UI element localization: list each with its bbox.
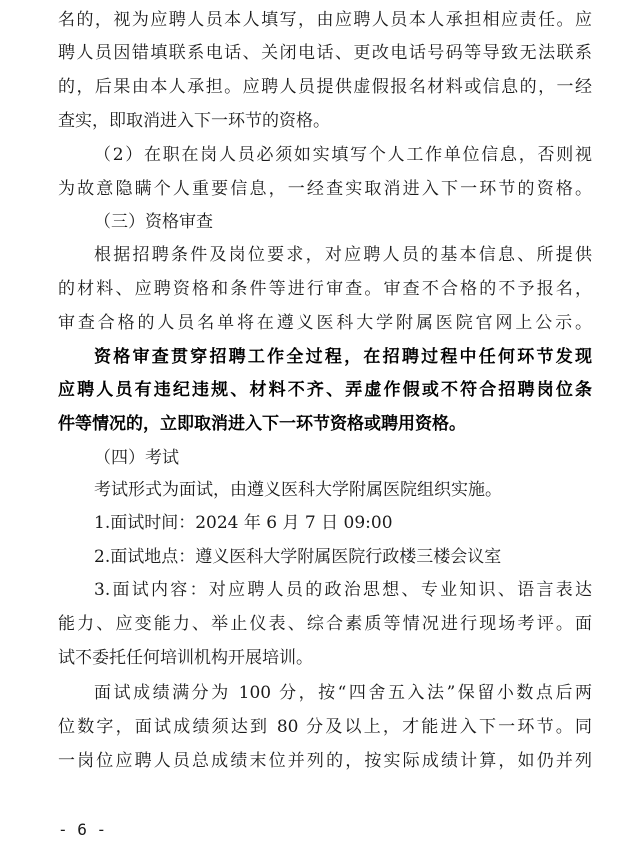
text-line: 的材料、应聘资格和条件等进行审查。审查不合格的不予报名， xyxy=(58,279,592,299)
text-line: 的，后果由本人承担。应聘人员提供虚假报名材料或信息的，一经 xyxy=(58,77,592,97)
text-line: 考试形式为面试，由遵义医科大学附属医院组织实施。 xyxy=(94,480,502,500)
text-line: 1.面试时间：2024 年 6 月 7 日 09:00 xyxy=(94,513,393,533)
text-line: 查实，即取消进入下一环节的资格。 xyxy=(58,111,330,131)
text-line: 2.面试地点：遵义医科大学附属医院行政楼三楼会议室 xyxy=(94,547,502,567)
bold-text-line: 应聘人员有违纪违规、材料不齐、弄虚作假或不符合招聘岗位条 xyxy=(58,380,592,400)
text-line: 试不委托任何培训机构开展培训。 xyxy=(58,648,313,668)
text-line: 审查合格的人员名单将在遵义医科大学附属医院官网上公示。 xyxy=(58,313,592,333)
section-heading: （三）资格审查 xyxy=(94,212,213,232)
text-line: 能力、应变能力、举止仪表、综合素质等情况进行现场考评。面 xyxy=(58,614,592,634)
text-line: 为故意隐瞒个人重要信息，一经查实取消进入下一环节的资格。 xyxy=(58,179,592,199)
bold-text-line: 件等情况的，立即取消进入下一环节资格或聘用资格。 xyxy=(58,414,466,434)
text-line: 面试成绩满分为 100 分，按“四舍五入法”保留小数点后两 xyxy=(94,683,592,703)
text-line: （2）在职在岗人员必须如实填写个人工作单位信息，否则视 xyxy=(94,145,592,165)
text-line: 3.面试内容：对应聘人员的政治思想、专业知识、语言表达 xyxy=(94,580,592,600)
text-line: 位数字，面试成绩须达到 80 分及以上，才能进入下一环节。同 xyxy=(58,717,592,737)
section-heading: （四）考试 xyxy=(94,448,179,468)
page-number: - 6 - xyxy=(58,820,107,839)
bold-text-line: 资格审查贯穿招聘工作全过程，在招聘过程中任何环节发现 xyxy=(94,347,592,367)
text-line: 名的，视为应聘人员本人填写，由应聘人员本人承担相应责任。应 xyxy=(58,10,592,30)
text-line: 根据招聘条件及岗位要求，对应聘人员的基本信息、所提供 xyxy=(94,245,592,265)
text-line: 一岗位应聘人员总成绩末位并列的，按实际成绩计算，如仍并列 xyxy=(58,751,592,771)
text-line: 聘人员因错填联系电话、关闭电话、更改电话号码等导致无法联系 xyxy=(58,43,592,63)
